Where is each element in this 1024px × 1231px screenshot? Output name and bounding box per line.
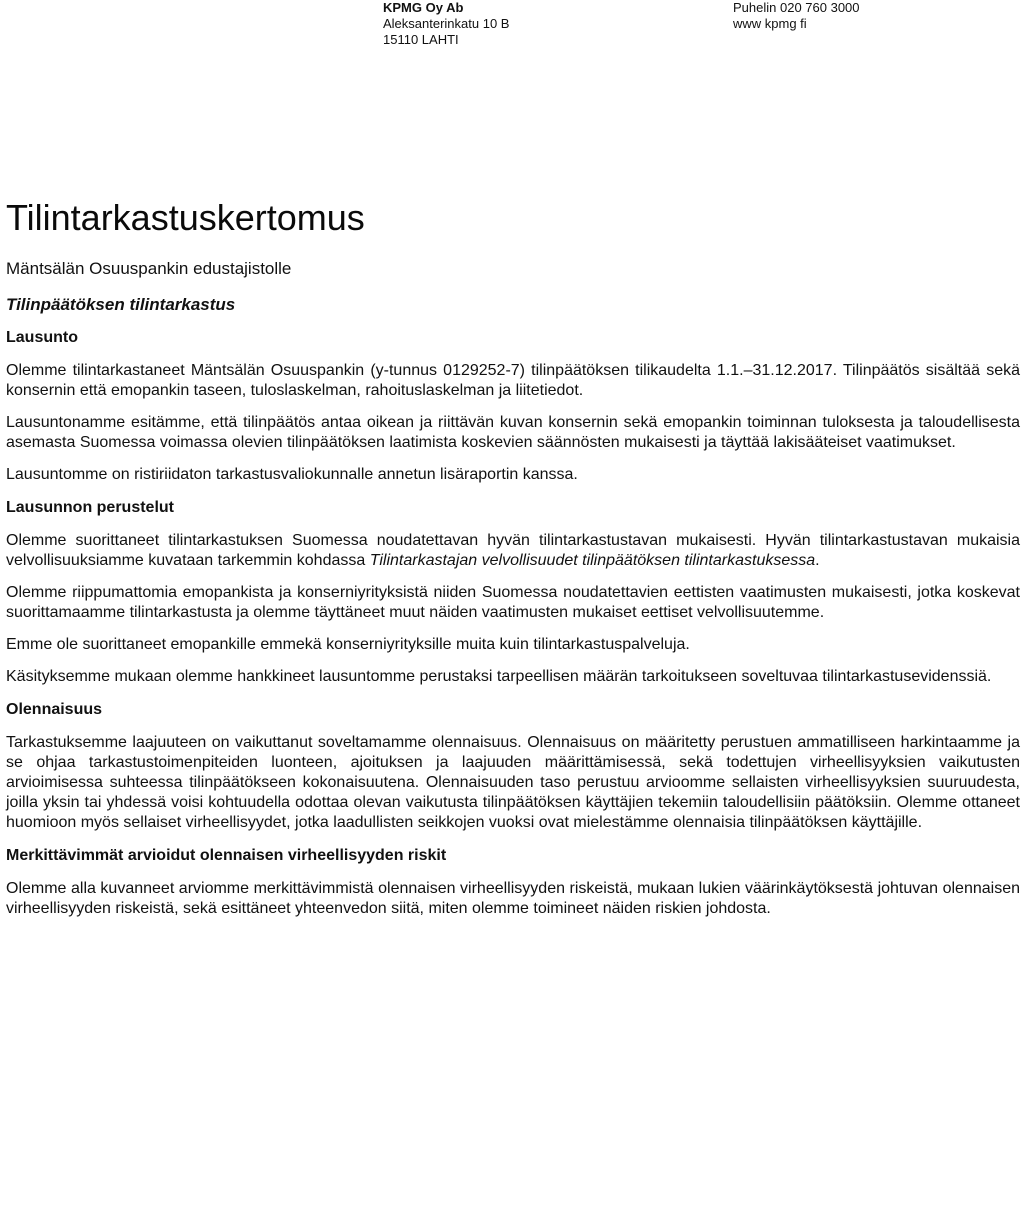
main-section-heading: Tilinpäätöksen tilintarkastus bbox=[6, 295, 236, 314]
addressee: Mäntsälän Osuuspankin edustajistolle bbox=[6, 259, 292, 278]
section-heading-lausunto: Lausunto bbox=[6, 329, 78, 346]
section-heading-merkittavimmat-riskit: Merkittävimmät arvioidut olennaisen virheellisyyden riskit bbox=[6, 847, 447, 864]
street-address: Aleksanterinkatu 10 B bbox=[383, 16, 510, 31]
company-contact-block bbox=[733, 0, 860, 32]
paragraph: Tarkastuksemme laajuuteen on vaikuttanut soveltamamme olennaisuus. Olennaisuus on määritetty perustuen ammatilliseen harkintaamme ja se ohjaa tarkastustoimenpiteiden luonteen, ajoituksen ja laajuuden määrittämisessä, sekä todettujen virheellisyyksien vaikutusten arvioimisessa suhteessa tilinpäätökseen kokonaisuutena. Olennaisuuden taso perustuu arvioomme sellaisten virheellisyyksien suuruudesta, joilla yksin tai yhdessä voisi kohtuudella odottaa olevan vaikutusta tilinpäätöksen käyttäjien tekemiin taloudellisiin päätöksiin. Olemme ottaneet huomioon myös sellaiset virheellisyydet, jotka laadullisten seikkojen vuoksi ovat mielestämme olennaisia tilinpäätöksen käyttäjille. bbox=[6, 734, 1020, 831]
letterhead bbox=[0, 0, 1024, 150]
paragraph: Lausuntonamme esitämme, että tilinpäätös antaa oikean ja riittävän kuvan konsernin sekä emopankin toiminnan tuloksesta ja taloudellisesta asemasta Suomessa voimassa olevien tilinpäätöksen laatimista koskevien säännösten mukaisesti ja täyttää lakisääteiset vaatimukset. bbox=[6, 414, 1020, 451]
paragraph-italic-reference: Tilintarkastajan velvollisuudet tilinpäätöksen tilintarkastuksessa bbox=[369, 552, 816, 569]
website: www kpmg fi bbox=[733, 16, 807, 31]
paragraph: Käsityksemme mukaan olemme hankkineet lausuntomme perustaksi tarpeellisen määrän tarkoitukseen soveltuvaa tilintarkastusevidenssiä. bbox=[6, 668, 992, 685]
paragraph: Lausuntomme on ristiriidaton tarkastusvaliokunnalle annetun lisäraportin kanssa. bbox=[6, 466, 578, 483]
paragraph: Olemme tilintarkastaneet Mäntsälän Osuuspankin (y-tunnus 0129252-7) tilinpäätöksen tilikaudelta 1.1.–31.12.2017. Tilinpäätös sisältää sekä konsernin että emopankin taseen, tuloslaskelman, rahoituslaskelman ja liitetiedot. bbox=[6, 362, 1020, 399]
paragraph: Emme ole suorittaneet emopankille emmekä konserniyrityksille muita kuin tilintarkastuspalveluja. bbox=[6, 636, 690, 653]
paragraph-end: . bbox=[815, 552, 820, 569]
postal-address: 15110 LAHTI bbox=[383, 32, 459, 47]
paragraph: Olemme alla kuvanneet arviomme merkittävimmistä olennaisen virheellisyyden riskeistä, mukaan lukien väärinkäytöksestä johtuvan olennaisen virheellisyyden riskeistä, sekä esittäneet yhteenvedon siitä, miten olemme toimineet näiden riskien johdosta. bbox=[6, 880, 1020, 917]
section-heading-lausunnon-perustelut: Lausunnon perustelut bbox=[6, 499, 174, 516]
company-address-block bbox=[383, 0, 509, 48]
company-name: KPMG Oy Ab bbox=[383, 0, 464, 15]
paragraph: Olemme riippumattomia emopankista ja konserniyrityksistä niiden Suomessa noudatettavien eettisten vaatimusten mukaisesti, jotka koskevat suorittamaamme tilintarkastusta ja olemme täyttäneet muut näiden vaatimusten mukaiset eettiset velvollisuutemme. bbox=[6, 584, 1020, 621]
phone-number: Puhelin 020 760 3000 bbox=[733, 0, 860, 15]
section-heading-olennaisuus: Olennaisuus bbox=[6, 701, 103, 718]
report-body bbox=[6, 196, 1020, 919]
paragraph-text: Olemme suorittaneet tilintarkastuksen Suomessa noudatettavan hyvän tilintarkastustavan mukaisesti. Hyvän tilintarkastustavan mukaisia velvollisuuksiamme kuvataan tarkemmin kohdassa bbox=[6, 532, 1020, 569]
page-title: Tilintarkastuskertomus bbox=[6, 197, 365, 238]
paragraph bbox=[6, 531, 1020, 571]
